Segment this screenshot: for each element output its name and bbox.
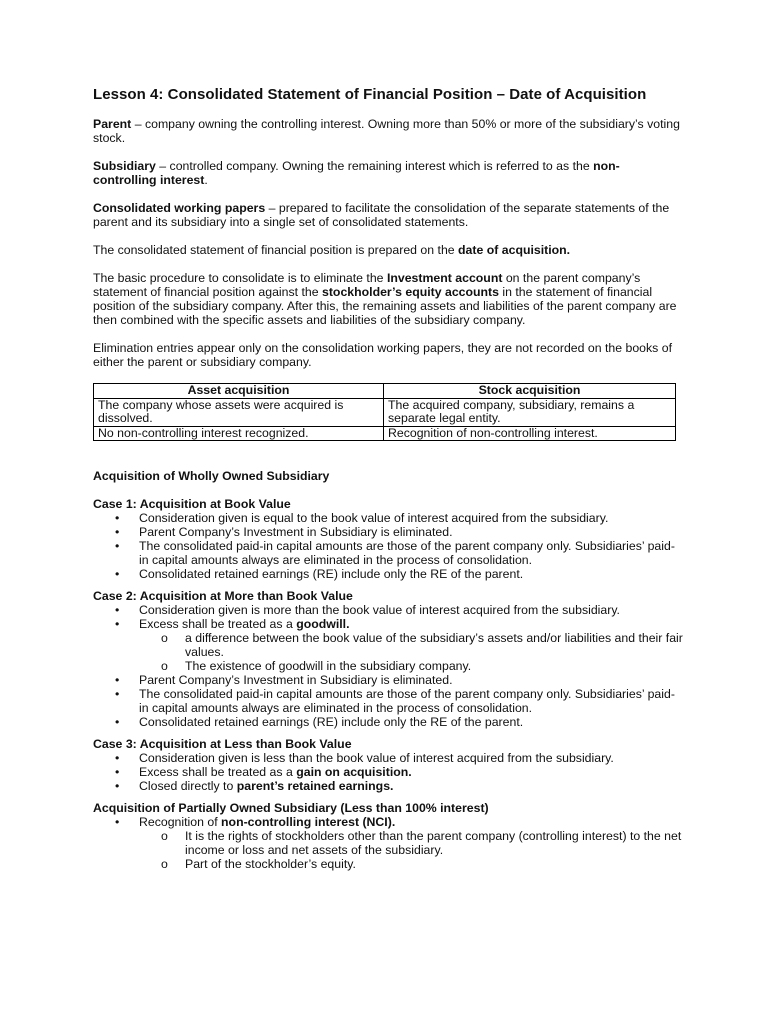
sub-list-text: It is the rights of stockholders other than the parent company (controlling interest) to the net income or loss and net assets of the subsidiary. [185,829,682,857]
date-para-text: The consolidated statement of financial position is prepared on the [93,243,459,257]
subsidiary-def-text: – controlled company. Owning the remaining interest which is referred to as the [155,159,594,173]
page-title: Lesson 4: Consolidated Statement of Financial Position – Date of Acquisition [93,86,647,103]
goodwill-term: goodwill. [296,617,350,631]
sub-list-item [139,659,683,673]
table-header-asset: Asset acquisition [94,384,384,399]
case1-heading: Case 1: Acquisition at Book Value [93,497,291,511]
procedure-text-1: The basic procedure to consolidate is to eliminate the [93,271,387,285]
sub-list-item [139,829,683,857]
working-papers-term: Consolidated working papers [93,201,266,215]
table-header-row [94,384,676,399]
list-item-text: Closed directly to [139,779,237,793]
list-item: • Parent Company’s Investment in Subsidiary is eliminated. [93,673,683,687]
date-paragraph [93,243,683,257]
procedure-bold-1: Investment account [386,271,503,285]
case1-list [93,511,683,581]
list-item: • The consolidated paid-in capital amounts are those of the parent company only. Subsidiaries’ paid-in capital amounts always are eliminated in the process of consolidation. [93,539,683,567]
partial-heading: Acquisition of Partially Owned Subsidiary (Less than 100% interest) [93,801,489,815]
table-cell: The acquired company, subsidiary, remains a separate legal entity. [384,398,676,426]
parent-term: Parent [93,117,132,131]
list-item: • Consideration given is less than the book value of interest acquired from the subsidiary. [93,751,683,765]
sub-bullet-marker: o [161,659,168,673]
procedure-bold-2: stockholder’s equity accounts [322,285,499,299]
wholly-owned-heading: Acquisition of Wholly Owned Subsidiary [93,469,330,483]
gain-term: gain on acquisition. [296,765,412,779]
sub-bullet-marker: o [161,829,168,843]
acquisition-comparison-table [93,383,676,441]
elimination-paragraph: Elimination entries appear only on the consolidation working papers, they are not recorded on the books of either the parent or subsidiary company. [93,341,672,369]
sub-list-text: The existence of goodwill in the subsidiary company. [185,659,472,673]
table-header-stock: Stock acquisition [384,384,676,399]
procedure-paragraph [93,271,683,327]
subsidiary-term: Subsidiary [93,159,156,173]
subsidiary-definition [93,159,683,187]
list-item [93,779,683,793]
parent-def-text: – company owning the controlling interest. Owning more than 50% or more of the subsidiary’s voting stock. [93,117,680,145]
retained-earnings-term: parent’s retained earnings. [236,779,394,793]
sub-list-item [139,857,683,871]
list-item: • Consideration given is equal to the book value of interest acquired from the subsidiary. [93,511,683,525]
list-item [93,765,683,779]
list-item: • The consolidated paid-in capital amounts are those of the parent company only. Subsidiaries’ paid-in capital amounts always are eliminated in the process of consolidation. [93,687,683,715]
list-item-text: Excess shall be treated as a [139,617,297,631]
nci-term: non-controlling interest [93,159,620,187]
list-item [93,815,683,871]
table-cell: Recognition of non-controlling interest. [384,426,676,441]
case2-list [93,603,683,729]
document-page [93,86,683,879]
list-item: • Consideration given is more than the book value of interest acquired from the subsidiary. [93,603,683,617]
partial-list [93,815,683,871]
list-item: • Consolidated retained earnings (RE) include only the RE of the parent. [93,715,683,729]
list-item-text: Recognition of [139,815,222,829]
working-papers-definition [93,201,683,229]
parent-definition [93,117,683,145]
sub-list-text: Part of the stockholder’s equity. [185,857,356,871]
table-cell: No non-controlling interest recognized. [94,426,384,441]
table-row [94,398,676,426]
list-item [93,617,683,673]
case3-heading: Case 3: Acquisition at Less than Book Value [93,737,352,751]
list-item: • Consolidated retained earnings (RE) include only the RE of the parent. [93,567,683,581]
sub-bullet-marker: o [161,857,168,871]
sub-bullet-marker: o [161,631,168,645]
list-item-text: Excess shall be treated as a [139,765,297,779]
table-row [94,426,676,441]
working-papers-def-text: – prepared to facilitate the consolidation of the separate statements of the parent and its subsidiary into a single set of consolidated statements. [93,201,670,229]
table-cell: The company whose assets were acquired is dissolved. [94,398,384,426]
subsidiary-def-end: . [204,173,208,187]
case2-heading: Case 2: Acquisition at More than Book Value [93,589,353,603]
list-item: • Parent Company’s Investment in Subsidiary is eliminated. [93,525,683,539]
nci-bold-term: non-controlling interest (NCI). [221,815,396,829]
case3-list [93,751,683,793]
procedure-text-2: on the parent company’s statement of financial position against the [93,271,641,299]
procedure-text-3: in the statement of financial position of the subsidiary company. After this, the remaining assets and liabilities of the parent company are then combined with the specific assets and liabilities of the subsidiary company. [93,285,677,327]
date-para-bold: date of acquisition. [458,243,571,257]
sub-list-item [139,631,683,659]
sub-list-text: a difference between the book value of the subsidiary’s assets and/or liabilities and their fair values. [185,631,683,659]
goodwill-sublist [139,631,683,673]
nci-sublist [139,829,683,871]
